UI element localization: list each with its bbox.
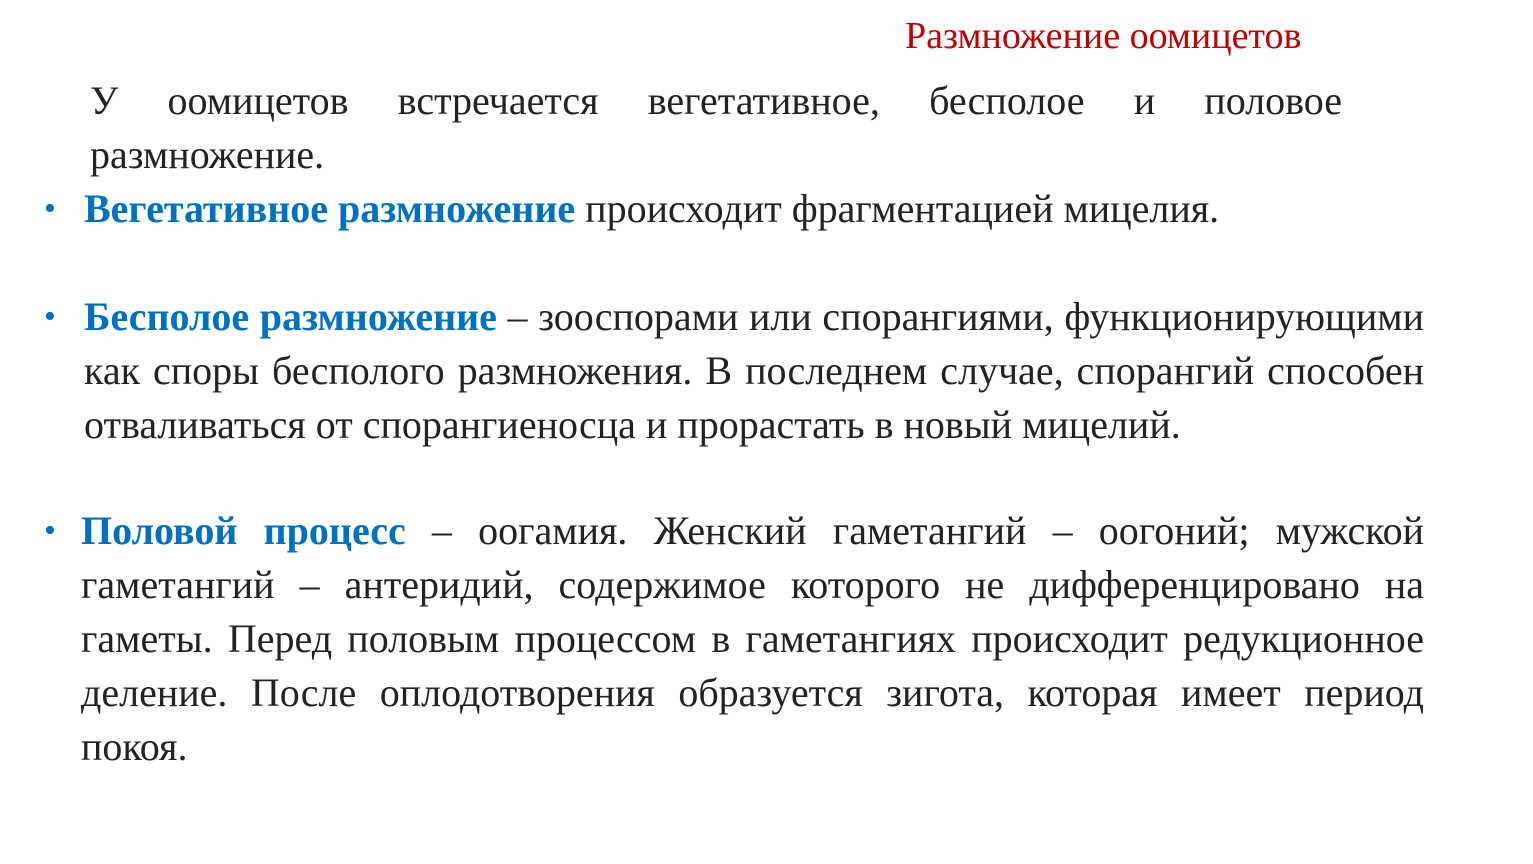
bullet-marker: • xyxy=(44,190,56,227)
bullet-term: Вегетативное размножение xyxy=(84,186,576,231)
intro-paragraph: У оомицетов встречается вегетативное, бесполое и половое размножение. xyxy=(90,78,1342,177)
slide-title: Размножение оомицетов xyxy=(905,15,1302,57)
bullet-marker: • xyxy=(44,512,56,549)
bullet-marker: • xyxy=(44,298,56,335)
bullet-text: – зооспорами или спорангиями, функционирующими как споры бесполого размножения. В последнем случае, спорангий способен отваливаться от спорангиеносца и прорастать в новый мицелий. xyxy=(84,294,1424,447)
bullet-sexual xyxy=(81,504,1424,774)
bullet-term: Бесполое размножение xyxy=(84,294,497,339)
bullet-text: происходит фрагментацией мицелия. xyxy=(575,186,1220,231)
bullet-asexual xyxy=(84,290,1424,452)
bullet-vegetative xyxy=(84,182,1340,236)
bullet-term: Половой процесс xyxy=(81,508,406,553)
bullet-text: – оогамия. Женский гаметангий – оогоний; мужской гаметангий – антеридий, содержимое которого не дифференцировано на гаметы. Перед половым процессом в гаметангиях происходит редукционное деление. После оплодотворения образуется зигота, которая имеет период покоя. xyxy=(81,508,1425,769)
